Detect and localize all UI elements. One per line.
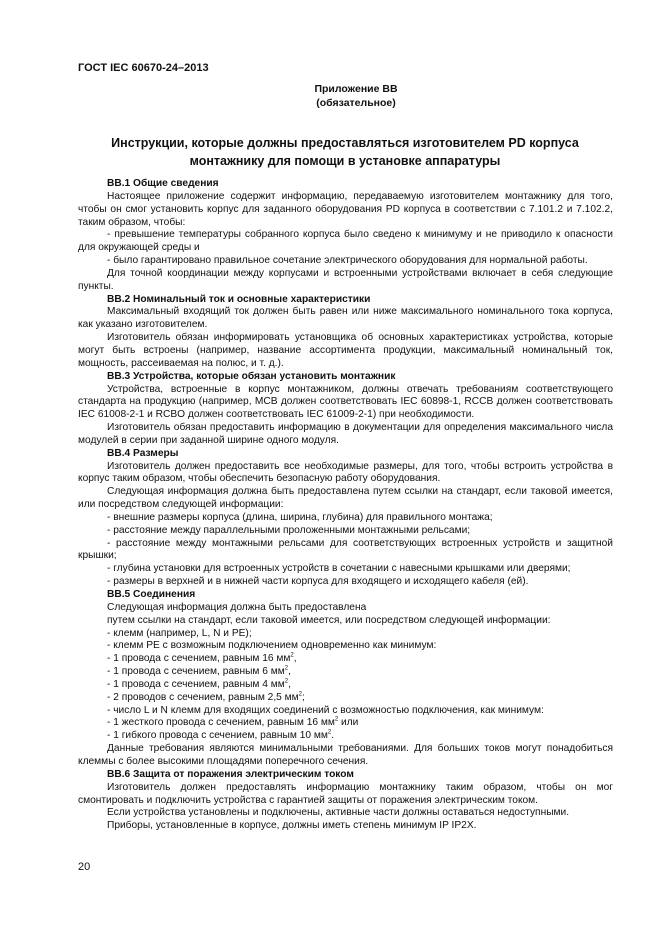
paragraph: Если устройства установлены и подключены, активные части должны оставаться недоступными. xyxy=(107,807,570,819)
paragraph: Приборы, установленные в корпусе, должны иметь степень минимум IP IP2X. xyxy=(107,820,477,832)
paragraph: Настоящее приложение содержит информацию, передаваемую изготовителем монтажнику для того, чтобы он смог установить корпус для заданного оборудования PD корпуса в соответствии с 7.101.2 и 7.102.2, таким образом, чтобы: xyxy=(78,190,613,228)
annex-heading xyxy=(300,82,412,110)
page-number: 20 xyxy=(78,861,91,873)
superscript: 2 xyxy=(327,729,332,736)
paragraph: Изготовитель должен предоставлять информацию монтажнику таким образом, чтобы он мог смонтировать и подключить устройства с гарантией защиты от поражения электрическим током. xyxy=(78,781,613,806)
list-item-text: или xyxy=(338,717,359,729)
list-item: - глубина установки для встроенных устройств в сочетании с навесными крышками или дверями; xyxy=(107,563,571,575)
document-body xyxy=(78,178,613,833)
list-item-text: - 2 проводов с сечением, равным 2,5 мм xyxy=(107,691,299,703)
list-item xyxy=(78,717,613,730)
paragraph: Изготовитель должен предоставить все необходимые размеры, для того, чтобы встроить устройства в корпус таким образом, чтобы обеспечить безопасную работу оборудования. xyxy=(78,460,613,485)
paragraph: Следующая информация должна быть предоставлена xyxy=(107,601,367,613)
list-item-separator: , xyxy=(288,678,291,690)
superscript: 2 xyxy=(334,717,339,724)
paragraph: Для точной координации между корпусами и встроенными устройствами включает в себя следующие пункты. xyxy=(78,267,613,292)
list-item-separator: ; xyxy=(302,691,305,703)
document-title xyxy=(76,134,614,170)
section-heading: ВВ.5 Соединения xyxy=(107,589,196,600)
list-item: - превышение температуры собранного корпуса было сведено к минимуму и не приводило к опасности для окружающей среды и xyxy=(78,229,613,254)
paragraph: путем ссылки на стандарт, если таковой имеется, или посредством следующей информации: xyxy=(107,614,551,626)
list-item xyxy=(78,692,613,705)
list-item-text: - 1 провода с сечением, равным 16 мм xyxy=(107,653,291,665)
list-item xyxy=(78,679,613,692)
list-item: - расстояние между параллельными проложенными монтажными рельсами; xyxy=(107,524,471,536)
title-line-1: Инструкции, которые должны предоставляться изготовителем PD корпуса xyxy=(111,136,579,150)
standard-header: ГОСТ IEC 60670-24–2013 xyxy=(78,62,209,74)
list-item: - размеры в верхней и в нижней части корпуса для входящего и исходящего кабеля (ей). xyxy=(107,576,529,588)
paragraph: Данные требования являются минимальными требованиями. Для больших токов могут понадобиться клеммы с более высокими площадями поперечного сечения. xyxy=(78,743,613,767)
paragraph: Устройства, встроенные в корпус монтажником, должны отвечать требованиям соответствующего стандарта на продукцию (например, МСВ должен соответствовать IEC 60898-1, RCCB должен соответствовать IEC 61008-2-1 и RCBO должен соответствовать IEC 61009-2-1) при необходимости. xyxy=(78,383,613,421)
list-item-separator: , xyxy=(288,666,291,678)
list-item-text: - 1 провода с сечением, равным 4 мм xyxy=(107,678,285,690)
superscript: 2 xyxy=(290,652,294,659)
annex-title: Приложение ВВ xyxy=(314,83,398,95)
list-item-text: - 1 гибкого провода с сечением, равным 10 мм xyxy=(107,730,328,742)
list-item: - число L и N клемм для входящих соединений с возможностью подключения, как минимум: xyxy=(107,704,544,716)
paragraph: Максимальный входящий ток должен быть равен или ниже максимального номинального тока корпуса, как указано изготовителем. xyxy=(78,306,613,331)
list-item: - внешние размеры корпуса (длина, ширина, глубина) для правильного монтажа; xyxy=(107,511,493,523)
annex-status: (обязательное) xyxy=(316,97,396,109)
superscript: 2 xyxy=(298,691,302,698)
list-item: - было гарантировано правильное сочетание электрического оборудования для нормальной работы. xyxy=(107,255,588,267)
list-item xyxy=(78,653,613,666)
title-line-2: монтажнику для помощи в установке аппаратуры xyxy=(189,154,501,168)
list-item: - клемм (например, L, N и PE); xyxy=(107,627,252,639)
section-heading: ВВ.3 Устройства, которые обязан установить монтажник xyxy=(107,370,396,382)
superscript: 2 xyxy=(284,665,289,672)
section-heading: ВВ.6 Защита от поражения электрическим током xyxy=(107,768,354,780)
section-heading: ВВ.1 Общие сведения xyxy=(107,178,219,189)
list-item-text: - 1 провода с сечением, равным 6 мм xyxy=(107,666,285,678)
paragraph: Следующая информация должна быть предоставлена путем ссылки на стандарт, если таковой имеется, или посредством следующей информации: xyxy=(78,486,613,511)
paragraph: Изготовитель обязан предоставить информацию в документации для определения максимального числа модулей в серии при заданной ширине одного модуля. xyxy=(78,422,613,446)
section-heading: ВВ.4 Размеры xyxy=(107,447,179,459)
list-item xyxy=(78,666,613,679)
paragraph: Изготовитель обязан информировать установщика об основных характеристиках устройства, которые могут быть встроены (например, название ассортимента продукции, максимальный номинальный ток, мощность, рассеиваемая на полюс, и т. д.). xyxy=(78,332,613,369)
list-item-separator: , xyxy=(293,653,297,665)
superscript: 2 xyxy=(284,678,289,685)
list-item: - клемм PE с возможным подключением одновременно как минимум: xyxy=(107,640,437,652)
list-item: - расстояние между монтажными рельсами для соответствующих встроенных устройств и защитной крышки; xyxy=(78,537,613,562)
list-item-separator: . xyxy=(331,730,335,742)
list-item-text: - 1 жесткого провода с сечением, равным 16 мм xyxy=(107,717,335,729)
list-item xyxy=(78,730,613,743)
section-heading: ВВ.2 Номинальный ток и основные характеристики xyxy=(107,293,371,305)
